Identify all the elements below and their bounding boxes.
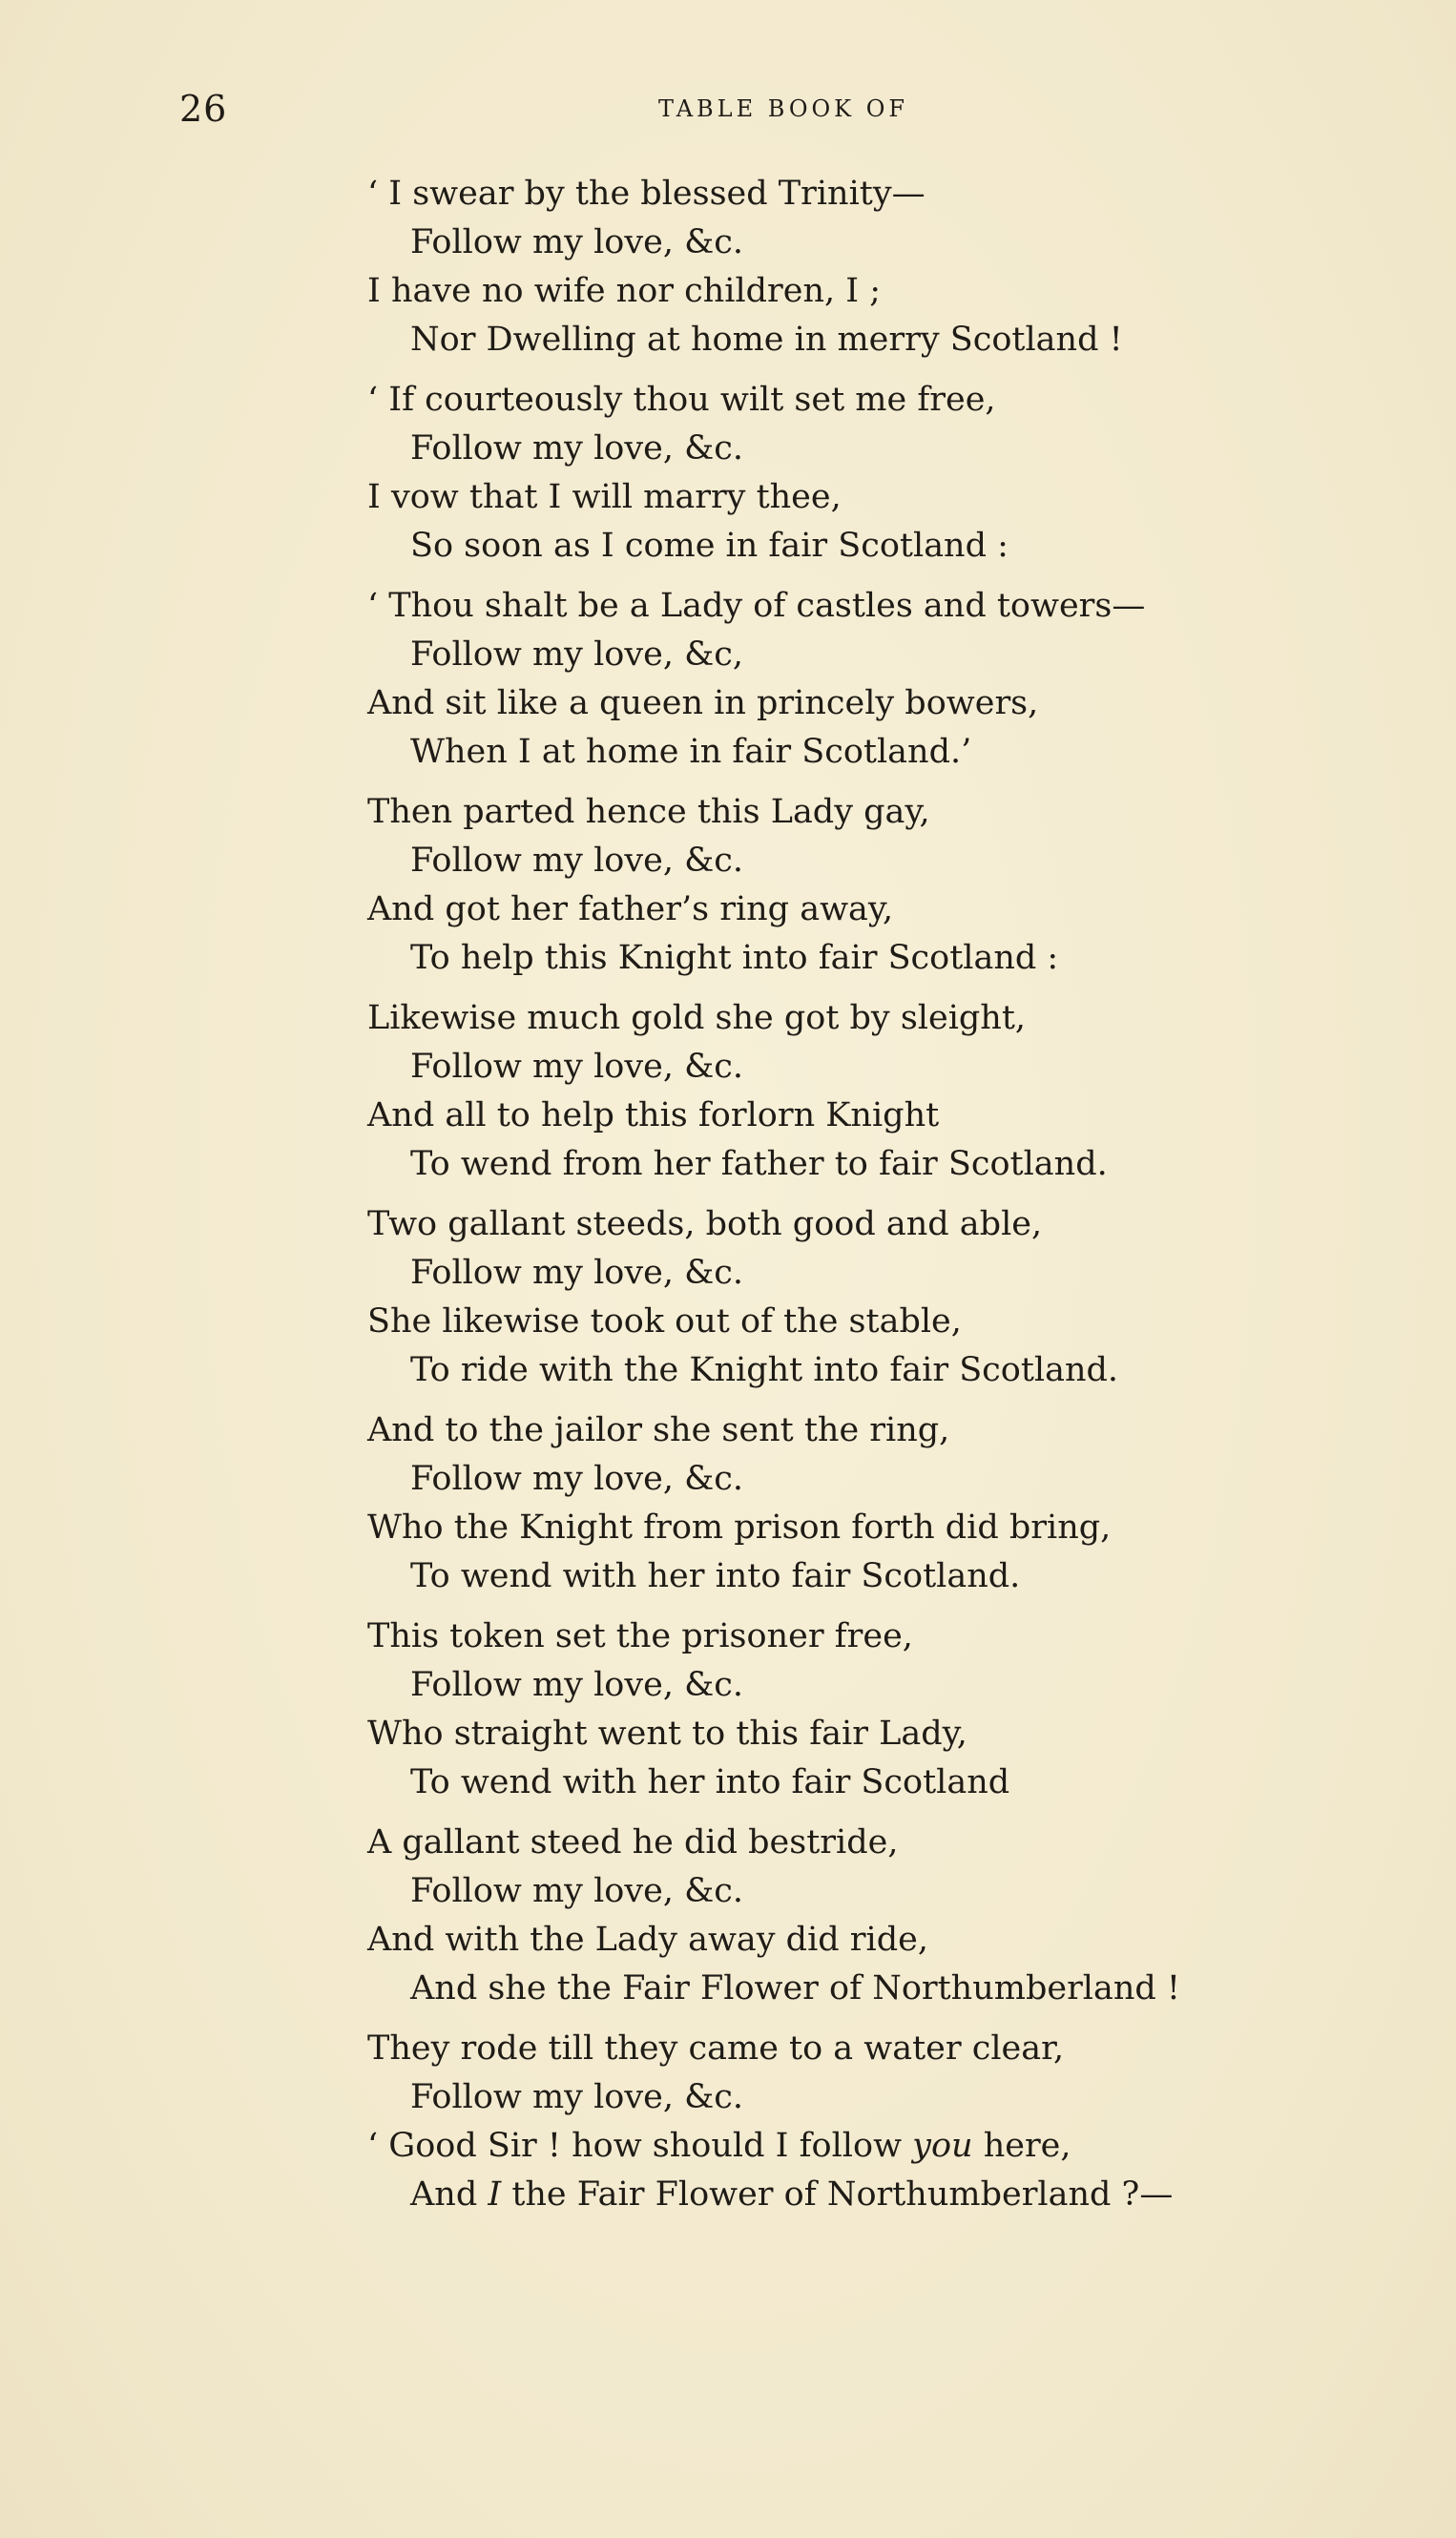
verse-line: Nor Dwelling at home in merry Scotland ! <box>410 321 1123 359</box>
stanza <box>367 582 1283 777</box>
verse-line: And all to help this forlorn Knight <box>367 1096 940 1134</box>
verse-line: I vow that I will marry thee, <box>367 478 842 516</box>
stanza <box>367 376 1283 571</box>
verse-line: This token set the prisoner free, <box>367 1617 913 1655</box>
stanza <box>367 788 1283 983</box>
verse-line: A gallant steed he did bestride, <box>367 1823 899 1862</box>
verse-line: To wend with her into fair Scotland. <box>410 1557 1021 1595</box>
verse-line: And got her father’s ring away, <box>367 890 894 928</box>
emphasis-text: I <box>488 2175 502 2214</box>
page-number: 26 <box>179 88 228 130</box>
stanza <box>367 1612 1283 1807</box>
stanza <box>367 1200 1283 1395</box>
verse-line: And sit like a queen in princely bowers, <box>367 684 1039 722</box>
refrain-line: Follow my love, &c. <box>410 1666 743 1704</box>
verse-line: Who the Knight from prison forth did bring, <box>367 1508 1112 1547</box>
refrain-line: Follow my love, &c. <box>410 1048 743 1086</box>
verse-line: When I at home in fair Scotland.’ <box>410 733 972 771</box>
stanza <box>367 170 1283 364</box>
refrain-line: Follow my love, &c, <box>410 635 743 674</box>
verse-line: So soon as I come in fair Scotland : <box>410 527 1009 565</box>
verse-line: ‘ Thou shalt be a Lady of castles and towers— <box>367 587 1146 625</box>
verse-line <box>367 2171 1283 2219</box>
verse-line <box>367 2122 1283 2171</box>
running-head: TABLE BOOK OF <box>658 95 909 122</box>
emphasis-text: you <box>912 2127 973 2165</box>
verse-line: And to the jailor she sent the ring, <box>367 1411 950 1449</box>
poem <box>367 170 1283 2231</box>
refrain-line: Follow my love, &c. <box>410 1460 743 1498</box>
verse-line: To wend with her into fair Scotland <box>410 1763 1010 1801</box>
refrain-line: Follow my love, &c. <box>410 842 743 880</box>
verse-line: Then parted hence this Lady gay, <box>367 793 930 831</box>
refrain-line: Follow my love, &c. <box>410 429 743 468</box>
refrain-line: Follow my love, &c. <box>410 2078 743 2116</box>
verse-line: To help this Knight into fair Scotland : <box>410 939 1059 977</box>
refrain-line: Follow my love, &c. <box>410 223 743 261</box>
verse-line: She likewise took out of the stable, <box>367 1302 962 1341</box>
refrain-line: Follow my love, &c. <box>410 1254 743 1292</box>
refrain-line: Follow my love, &c. <box>410 1872 743 1910</box>
line-text: And <box>410 2175 489 2214</box>
stanza-final <box>367 2025 1283 2219</box>
verse-line: To wend from her father to fair Scotland. <box>410 1145 1108 1183</box>
line-text: ‘ Good Sir ! how should I follow <box>367 2127 913 2165</box>
verse-line: I have no wife nor children, I ; <box>367 272 882 310</box>
stanza <box>367 994 1283 1189</box>
verse-line: Likewise much gold she got by sleight, <box>367 999 1027 1037</box>
verse-line: ‘ I swear by the blessed Trinity— <box>367 175 926 213</box>
verse-line: Two gallant steeds, both good and able, <box>367 1205 1043 1243</box>
verse-line: Who straight went to this fair Lady, <box>367 1715 967 1753</box>
line-text: the Fair Flower of Northumberland ?— <box>501 2175 1174 2214</box>
stanza <box>367 1406 1283 1601</box>
verse-line: ‘ If courteously thou wilt set me free, <box>367 381 996 419</box>
verse-line: They rode till they came to a water clear, <box>367 2029 1065 2068</box>
stanza <box>367 1819 1283 2013</box>
line-text: here, <box>972 2127 1071 2165</box>
verse-line: To ride with the Knight into fair Scotland. <box>410 1351 1119 1389</box>
verse-line: And with the Lady away did ride, <box>367 1921 928 1959</box>
verse-line: And she the Fair Flower of Northumberland ! <box>410 1969 1180 2008</box>
